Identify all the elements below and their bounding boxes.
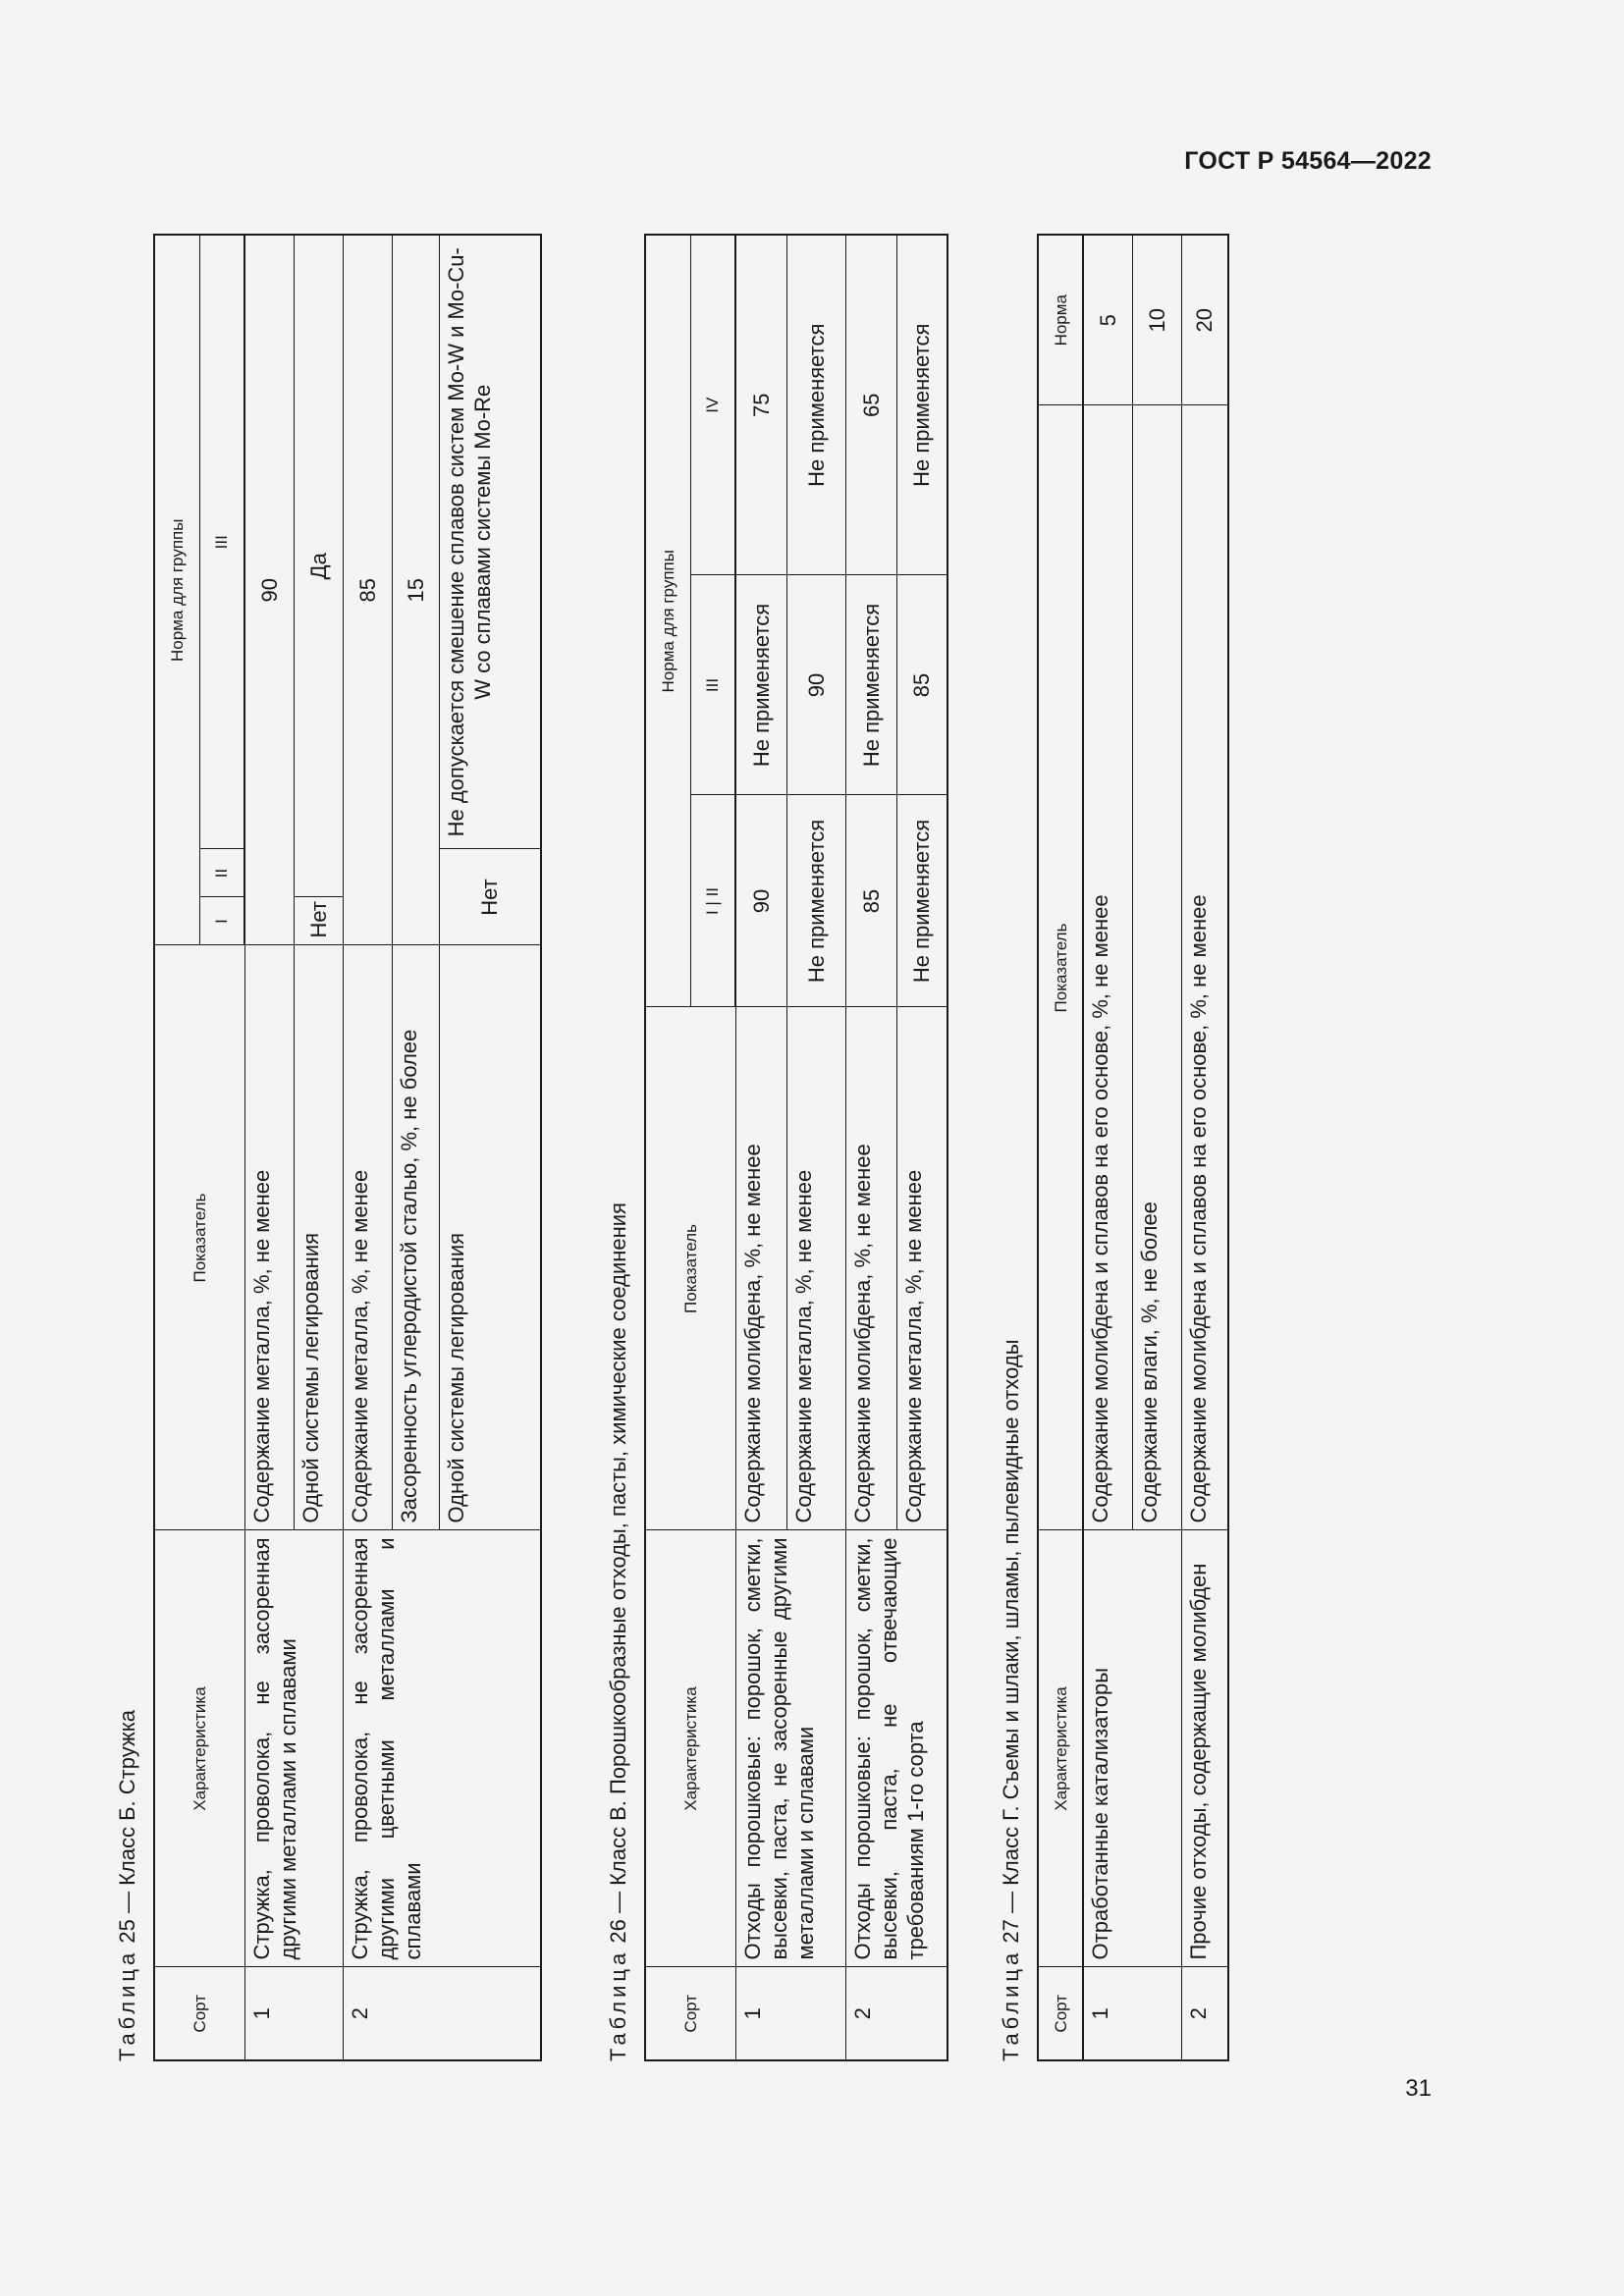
header-group-4: IV xyxy=(690,235,735,575)
cell-indicator: Содержание металла, %, не менее xyxy=(786,1007,845,1530)
cell-indicator: Содержание металла, %, не менее xyxy=(343,945,392,1530)
cell-value: Не применяется xyxy=(896,235,947,575)
cell-indicator: Содержание металла, %, не менее xyxy=(244,945,294,1530)
table-row xyxy=(1181,235,1228,2060)
cell-sort: 2 xyxy=(1181,1967,1228,2060)
cell-characteristic: Прочие отходы, содержащие молибден xyxy=(1181,1530,1228,1967)
header-sort: Сорт xyxy=(1038,1967,1083,2060)
header-characteristic: Характеристика xyxy=(1038,1530,1083,1967)
cell-value: 20 xyxy=(1181,235,1228,405)
header-norm: Норма xyxy=(1038,235,1083,405)
page-number: 31 xyxy=(1405,2075,1432,2102)
cell-value: 90 xyxy=(244,235,294,945)
cell-indicator: Одной системы легирования xyxy=(439,945,541,1530)
cell-value: Да xyxy=(294,235,343,897)
cell-value: Не применяется xyxy=(735,575,786,795)
cell-characteristic: Стружка, проволока, не засоренная другими цветными металлами и сплавами xyxy=(343,1530,541,1967)
table-25-caption: Таблица 25 — Класс Б. Стружка xyxy=(115,1709,139,2061)
table-26-caption: Таблица 26 — Класс В. Порошкообразные отходы, пасты, химические соединения xyxy=(606,1202,630,2061)
header-characteristic: Характеристика xyxy=(645,1530,735,1967)
cell-value: Не применяется xyxy=(786,795,845,1007)
header-norm-group: Норма для группы xyxy=(154,235,199,945)
cell-characteristic: Стружка, проволока, не засоренная другими металлами и сплавами xyxy=(244,1530,343,1967)
header-group-3: III xyxy=(690,575,735,795)
table-27 xyxy=(1037,234,1229,2061)
standard-header: ГОСТ Р 54564—2022 xyxy=(1184,147,1432,175)
header-characteristic: Характеристика xyxy=(154,1530,244,1967)
cell-sort: 2 xyxy=(343,1967,541,2060)
header-sort: Сорт xyxy=(645,1967,735,2060)
cell-value: 10 xyxy=(1132,235,1181,405)
cell-value: 65 xyxy=(845,235,896,575)
table-25 xyxy=(153,234,542,2061)
table-27-caption: Таблица 27 — Класс Г. Съемы и шлаки, шламы, пылевидные отходы xyxy=(999,1339,1023,2061)
cell-characteristic: Отработанные катализаторы xyxy=(1083,1530,1181,1967)
cell-indicator: Содержание молибдена, %, не менее xyxy=(845,1007,896,1530)
cell-value: Не допускается смешение сплавов систем Mo-W и Mo-Cu-W со сплавами системы Mo-Re xyxy=(439,235,541,849)
cell-value: 90 xyxy=(786,575,845,795)
table-row xyxy=(845,235,896,2060)
cell-value: Не применяется xyxy=(896,795,947,1007)
cell-indicator: Содержание молибдена и сплавов на его основе, %, не менее xyxy=(1083,405,1132,1530)
cell-characteristic: Отходы порошковые: порошок, сметки, высевки, паста, не засоренные другими металлами и сплавами xyxy=(735,1530,845,1967)
cell-value: 75 xyxy=(735,235,786,575)
cell-value: 85 xyxy=(896,575,947,795)
header-indicator: Показатель xyxy=(1038,405,1083,1530)
cell-indicator: Засоренность углеродистой сталью, %, не более xyxy=(392,945,439,1530)
header-group-3: III xyxy=(199,235,244,849)
header-indicator: Показатель xyxy=(154,945,244,1530)
cell-value: 85 xyxy=(845,795,896,1007)
cell-value: Не применяется xyxy=(786,235,845,575)
header-indicator: Показатель xyxy=(645,1007,735,1530)
cell-sort: 1 xyxy=(735,1967,845,2060)
header-group-1-2: I | II xyxy=(690,795,735,1007)
rotated-content xyxy=(113,216,1242,2061)
table-row xyxy=(244,235,294,2060)
header-norm-group: Норма для группы xyxy=(645,235,690,1007)
cell-sort: 1 xyxy=(1083,1967,1181,2060)
header-sort: Сорт xyxy=(154,1967,244,2060)
cell-sort: 1 xyxy=(244,1967,343,2060)
cell-value: 5 xyxy=(1083,235,1132,405)
cell-value: 85 xyxy=(343,235,392,945)
table-26 xyxy=(644,234,948,2061)
cell-sort: 2 xyxy=(845,1967,947,2060)
header-group-2: II xyxy=(199,849,244,897)
cell-indicator: Содержание металла, %, не менее xyxy=(896,1007,947,1530)
cell-value: 90 xyxy=(735,795,786,1007)
cell-indicator: Содержание молибдена и сплавов на его основе, %, не менее xyxy=(1181,405,1228,1530)
cell-value: Нет xyxy=(294,897,343,945)
cell-indicator: Содержание молибдена, %, не менее xyxy=(735,1007,786,1530)
cell-value: Нет xyxy=(439,849,541,945)
cell-indicator: Одной системы легирования xyxy=(294,945,343,1530)
table-row xyxy=(1083,235,1132,2060)
table-row xyxy=(343,235,392,2060)
cell-characteristic: Отходы порошковые: порошок, сметки, высевки, паста, не отвечающие требованиям 1-го сорта xyxy=(845,1530,947,1967)
cell-value: 15 xyxy=(392,235,439,945)
header-group-1: I xyxy=(199,897,244,945)
cell-value: Не применяется xyxy=(845,575,896,795)
table-row xyxy=(735,235,786,2060)
cell-indicator: Содержание влаги, %, не более xyxy=(1132,405,1181,1530)
